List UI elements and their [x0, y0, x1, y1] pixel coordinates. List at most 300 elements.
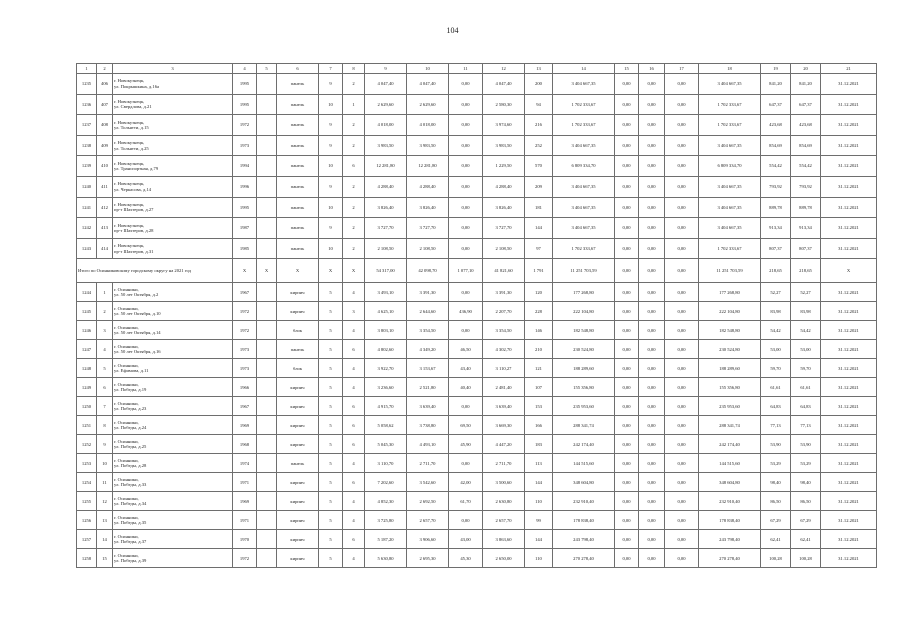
cell-col-11: 0,00 — [449, 156, 483, 177]
cell-col-20: 423,68 — [791, 115, 821, 136]
cell-col-17: 0,00 — [665, 74, 699, 95]
cell-col-20: 841,20 — [791, 74, 821, 95]
cell-col-15: 0,00 — [615, 135, 639, 156]
item-number-cell: 414 — [97, 238, 113, 259]
cell-col-14: 1 702 333,67 — [553, 238, 615, 259]
cell-col-5 — [257, 473, 277, 492]
address-cell — [113, 340, 233, 359]
cell-col-7: 9 — [319, 218, 343, 239]
cell-col-19: 86,50 — [761, 492, 791, 511]
row-number-cell: 1237 — [77, 115, 97, 136]
cell-col-17: 0,00 — [665, 218, 699, 239]
address-cell — [113, 283, 233, 302]
cell-col-7: 5 — [319, 454, 343, 473]
cell-col-7: 5 — [319, 359, 343, 378]
total-cell-col-16: 0,00 — [639, 259, 665, 283]
cell-col-9: 3 110,70 — [365, 454, 407, 473]
cell-col-4: 1994 — [233, 156, 257, 177]
cell-col-5 — [257, 340, 277, 359]
column-number-header: 1 — [77, 64, 97, 74]
cell-col-20: 61,61 — [791, 378, 821, 397]
cell-col-18: 177 268,80 — [699, 283, 761, 302]
cell-col-21: 31.12.2021 — [821, 238, 877, 259]
cell-col-16: 0,00 — [639, 74, 665, 95]
cell-col-9: 3 922,70 — [365, 359, 407, 378]
total-cell-col-9: 54 317,00 — [365, 259, 407, 283]
cell-col-18: 3 404 667,35 — [699, 74, 761, 95]
cell-col-4: 1972 — [233, 302, 257, 321]
cell-col-11: 42,00 — [449, 473, 483, 492]
cell-col-10: 3 153,67 — [407, 359, 449, 378]
cell-col-19: 53,00 — [761, 340, 791, 359]
cell-col-15: 0,00 — [615, 302, 639, 321]
cell-col-15: 0,00 — [615, 74, 639, 95]
cell-col-7: 9 — [319, 135, 343, 156]
address-street: ул. Победы, д.34 — [114, 501, 147, 507]
cell-col-21: 31.12.2021 — [821, 549, 877, 568]
cell-col-8: 6 — [343, 156, 365, 177]
cell-col-21: 31.12.2021 — [821, 416, 877, 435]
cell-col-20: 100,28 — [791, 549, 821, 568]
cell-col-15: 0,00 — [615, 340, 639, 359]
item-number-cell: 6 — [97, 378, 113, 397]
cell-col-12: 3 863,60 — [483, 530, 525, 549]
cell-col-10: 3 391,30 — [407, 283, 449, 302]
cell-col-10: 3 542,60 — [407, 473, 449, 492]
cell-col-16: 0,00 — [639, 135, 665, 156]
cell-col-13: 144 — [525, 530, 553, 549]
cell-col-9: 5 187,20 — [365, 530, 407, 549]
item-number-cell: 411 — [97, 176, 113, 197]
column-number-header: 13 — [525, 64, 553, 74]
cell-col-15: 0,00 — [615, 416, 639, 435]
address-street: ул. Победы, д.19 — [114, 387, 147, 393]
cell-col-9: 3 493,10 — [365, 283, 407, 302]
table-row — [77, 454, 877, 473]
cell-col-20: 793,92 — [791, 176, 821, 197]
cell-col-16: 0,00 — [639, 197, 665, 218]
item-number-cell: 14 — [97, 530, 113, 549]
row-number-cell: 1245 — [77, 302, 97, 321]
table-row — [77, 340, 877, 359]
address-cell — [113, 473, 233, 492]
cell-col-8: 4 — [343, 511, 365, 530]
total-cell-col-14: 11 251 703,59 — [553, 259, 615, 283]
address-street: ул. 50 лет Октября, д.10 — [114, 311, 161, 317]
address-street: ул. Свердлова, д.21 — [114, 104, 152, 110]
table-row — [77, 218, 877, 239]
cell-col-16: 0,00 — [639, 454, 665, 473]
address-street: ул. Победы, д.24 — [114, 425, 147, 431]
column-number-header: 7 — [319, 64, 343, 74]
cell-col-7: 5 — [319, 435, 343, 454]
cell-col-14: 348 604,80 — [553, 473, 615, 492]
cell-col-19: 59,70 — [761, 359, 791, 378]
column-number-header: 2 — [97, 64, 113, 74]
address-street: ул. Победы, д.28 — [114, 463, 147, 469]
cell-col-16: 0,00 — [639, 359, 665, 378]
cell-col-4: 1996 — [233, 176, 257, 197]
cell-col-7: 5 — [319, 549, 343, 568]
cell-col-5 — [257, 135, 277, 156]
cell-col-18: 232 910,40 — [699, 492, 761, 511]
address-city: г. Осинники, — [114, 343, 139, 349]
cell-col-18: 1 702 333,67 — [699, 238, 761, 259]
cell-col-11: 0,00 — [449, 321, 483, 340]
address-city: г. Осинники, — [114, 362, 139, 368]
cell-col-21: 31.12.2021 — [821, 74, 877, 95]
cell-col-7: 10 — [319, 197, 343, 218]
cell-col-15: 0,00 — [615, 115, 639, 136]
address-cell — [113, 302, 233, 321]
address-city: г. Осинники, — [114, 419, 139, 425]
cell-col-6: кирпич — [277, 530, 319, 549]
cell-col-21: 31.12.2021 — [821, 135, 877, 156]
total-cell-col-8: X — [343, 259, 365, 283]
item-number-cell: 11 — [97, 473, 113, 492]
cell-col-5 — [257, 397, 277, 416]
cell-col-4: 1967 — [233, 283, 257, 302]
cell-col-18: 3 404 667,35 — [699, 135, 761, 156]
cell-col-5 — [257, 197, 277, 218]
column-number-header: 10 — [407, 64, 449, 74]
cell-col-20: 64,83 — [791, 397, 821, 416]
cell-col-7: 5 — [319, 416, 343, 435]
item-number-cell: 10 — [97, 454, 113, 473]
cell-col-13: 97 — [525, 238, 553, 259]
cell-col-18: 288 341,74 — [699, 416, 761, 435]
table-row — [77, 302, 877, 321]
cell-col-8: 2 — [343, 74, 365, 95]
cell-col-16: 0,00 — [639, 302, 665, 321]
row-number-cell: 1254 — [77, 473, 97, 492]
cell-col-5 — [257, 218, 277, 239]
cell-col-17: 0,00 — [665, 530, 699, 549]
cell-col-15: 0,00 — [615, 492, 639, 511]
cell-col-6: панель — [277, 218, 319, 239]
cell-col-21: 31.12.2021 — [821, 176, 877, 197]
cell-col-4: 1995 — [233, 197, 257, 218]
cell-col-15: 0,00 — [615, 549, 639, 568]
cell-col-16: 0,00 — [639, 549, 665, 568]
cell-col-19: 83,98 — [761, 302, 791, 321]
address-city: г. Осинники, — [114, 495, 139, 501]
cell-col-18: 155 356,80 — [699, 378, 761, 397]
item-number-cell: 12 — [97, 492, 113, 511]
row-number-cell: 1258 — [77, 549, 97, 568]
cell-col-13: 110 — [525, 549, 553, 568]
cell-col-15: 0,00 — [615, 321, 639, 340]
table-row — [77, 238, 877, 259]
table-row — [77, 74, 877, 95]
cell-col-12: 3 639,40 — [483, 397, 525, 416]
address-cell — [113, 549, 233, 568]
cell-col-5 — [257, 549, 277, 568]
cell-col-20: 67,29 — [791, 511, 821, 530]
table-row — [77, 511, 877, 530]
column-number-header: 5 — [257, 64, 277, 74]
total-cell-col-12: 41 821,60 — [483, 259, 525, 283]
cell-col-6: панель — [277, 176, 319, 197]
cell-col-6: панель — [277, 135, 319, 156]
cell-col-4: 1969 — [233, 416, 257, 435]
cell-col-9: 4 288,40 — [365, 176, 407, 197]
cell-col-12: 3 983,50 — [483, 135, 525, 156]
cell-col-13: 210 — [525, 340, 553, 359]
address-city: г. Новокузнецк, — [114, 98, 145, 104]
cell-col-7: 5 — [319, 397, 343, 416]
cell-col-14: 243 798,40 — [553, 530, 615, 549]
row-number-cell: 1250 — [77, 397, 97, 416]
column-number-header: 15 — [615, 64, 639, 74]
cell-col-15: 0,00 — [615, 359, 639, 378]
cell-col-10: 3 826,40 — [407, 197, 449, 218]
item-number-cell: 9 — [97, 435, 113, 454]
cell-col-11: 40,40 — [449, 378, 483, 397]
address-street: ул. Черкасова, д.14 — [114, 186, 152, 192]
cell-col-13: 121 — [525, 359, 553, 378]
address-cell — [113, 378, 233, 397]
cell-col-17: 0,00 — [665, 511, 699, 530]
address-cell — [113, 176, 233, 197]
cell-col-9: 12 281,80 — [365, 156, 407, 177]
cell-col-11: 0,00 — [449, 454, 483, 473]
cell-col-19: 61,61 — [761, 378, 791, 397]
cell-col-6: панель — [277, 94, 319, 115]
cell-col-8: 4 — [343, 454, 365, 473]
cell-col-19: 54,42 — [761, 321, 791, 340]
cell-col-14: 232 910,40 — [553, 492, 615, 511]
cell-col-6: панель — [277, 454, 319, 473]
row-number-cell: 1255 — [77, 492, 97, 511]
cell-col-18: 270 278,40 — [699, 549, 761, 568]
row-number-cell: 1240 — [77, 176, 97, 197]
cell-col-5 — [257, 511, 277, 530]
address-city: г. Новокузнецк, — [114, 243, 145, 249]
cell-col-17: 0,00 — [665, 454, 699, 473]
cell-col-7: 5 — [319, 283, 343, 302]
cell-col-4: 1995 — [233, 74, 257, 95]
row-number-cell: 1236 — [77, 94, 97, 115]
address-city: г. Осинники, — [114, 533, 139, 539]
item-number-cell: 412 — [97, 197, 113, 218]
cell-col-17: 0,00 — [665, 302, 699, 321]
cell-col-12: 3 974,60 — [483, 115, 525, 136]
cell-col-20: 86,50 — [791, 492, 821, 511]
cell-col-17: 0,00 — [665, 340, 699, 359]
cell-col-14: 144 515,60 — [553, 454, 615, 473]
cell-col-4: 1973 — [233, 359, 257, 378]
cell-col-15: 0,00 — [615, 435, 639, 454]
cell-col-7: 5 — [319, 511, 343, 530]
cell-col-4: 1966 — [233, 378, 257, 397]
cell-col-15: 0,00 — [615, 176, 639, 197]
total-cell-col-6: X — [277, 259, 319, 283]
cell-col-4: 1995 — [233, 94, 257, 115]
cell-col-18: 188 289,60 — [699, 359, 761, 378]
cell-col-18: 144 515,60 — [699, 454, 761, 473]
cell-col-9: 2 108,50 — [365, 238, 407, 259]
cell-col-20: 889,78 — [791, 197, 821, 218]
address-cell — [113, 397, 233, 416]
column-number-header: 14 — [553, 64, 615, 74]
address-street: ул. Победы, д.35 — [114, 520, 147, 526]
cell-col-21: 31.12.2021 — [821, 197, 877, 218]
cell-col-13: 107 — [525, 378, 553, 397]
cell-col-7: 9 — [319, 115, 343, 136]
cell-col-10: 2 629,60 — [407, 94, 449, 115]
cell-col-7: 9 — [319, 74, 343, 95]
cell-col-17: 0,00 — [665, 549, 699, 568]
total-cell-col-21: X — [821, 259, 877, 283]
cell-col-13: 153 — [525, 397, 553, 416]
address-street: ул. 50 лет Октября, д.16 — [114, 349, 161, 355]
row-number-cell: 1242 — [77, 218, 97, 239]
cell-col-6: кирпич — [277, 302, 319, 321]
cell-col-20: 913,34 — [791, 218, 821, 239]
cell-col-16: 0,00 — [639, 176, 665, 197]
item-number-cell: 410 — [97, 156, 113, 177]
cell-col-16: 0,00 — [639, 218, 665, 239]
cell-col-6: панель — [277, 197, 319, 218]
cell-col-8: 2 — [343, 238, 365, 259]
address-city: г. Новокузнецк, — [114, 140, 145, 146]
address-street: ул. Победы, д.33 — [114, 482, 147, 488]
row-number-cell: 1253 — [77, 454, 97, 473]
row-number-cell: 1246 — [77, 321, 97, 340]
cell-col-6: кирпич — [277, 492, 319, 511]
cell-col-18: 1 702 333,67 — [699, 115, 761, 136]
cell-col-17: 0,00 — [665, 473, 699, 492]
total-label: Итого по Осинниковскому городскому округу на 2021 год — [77, 259, 233, 283]
cell-col-11: 0,00 — [449, 176, 483, 197]
cell-col-9: 5 045,30 — [365, 435, 407, 454]
cell-col-13: 216 — [525, 115, 553, 136]
cell-col-9: 3 727,70 — [365, 218, 407, 239]
cell-col-10: 3 983,50 — [407, 135, 449, 156]
cell-col-4: 1968 — [233, 435, 257, 454]
cell-col-19: 554,42 — [761, 156, 791, 177]
cell-col-11: 0,00 — [449, 94, 483, 115]
cell-col-21: 31.12.2021 — [821, 397, 877, 416]
address-city: г. Новокузнецк, — [114, 160, 145, 166]
cell-col-10: 4 047,40 — [407, 74, 449, 95]
cell-col-21: 31.12.2021 — [821, 340, 877, 359]
cell-col-9: 3 725,80 — [365, 511, 407, 530]
total-cell-col-11: 1 077,10 — [449, 259, 483, 283]
page-number: 104 — [446, 26, 459, 35]
cell-col-13: 113 — [525, 454, 553, 473]
cell-col-4: 1970 — [233, 530, 257, 549]
cell-col-6: кирпич — [277, 378, 319, 397]
cell-col-8: 6 — [343, 530, 365, 549]
cell-col-20: 77,13 — [791, 416, 821, 435]
cell-col-19: 67,29 — [761, 511, 791, 530]
cell-col-8: 6 — [343, 416, 365, 435]
cell-col-21: 31.12.2021 — [821, 359, 877, 378]
cell-col-15: 0,00 — [615, 197, 639, 218]
cell-col-13: 144 — [525, 473, 553, 492]
cell-col-15: 0,00 — [615, 218, 639, 239]
cell-col-12: 3 391,30 — [483, 283, 525, 302]
total-cell-col-7: X — [319, 259, 343, 283]
cell-col-5 — [257, 359, 277, 378]
cell-col-5 — [257, 454, 277, 473]
total-cell-col-5: X — [257, 259, 277, 283]
column-number-header: 12 — [483, 64, 525, 74]
cell-col-12: 2 207,70 — [483, 302, 525, 321]
row-number-cell: 1249 — [77, 378, 97, 397]
cell-col-18: 6 809 334,70 — [699, 156, 761, 177]
cell-col-21: 31.12.2021 — [821, 302, 877, 321]
item-number-cell: 407 — [97, 94, 113, 115]
cell-col-18: 3 404 667,35 — [699, 197, 761, 218]
row-number-cell: 1251 — [77, 416, 97, 435]
address-cell — [113, 94, 233, 115]
cell-col-5 — [257, 378, 277, 397]
cell-col-5 — [257, 115, 277, 136]
cell-col-16: 0,00 — [639, 416, 665, 435]
cell-col-7: 5 — [319, 340, 343, 359]
cell-col-9: 4 047,40 — [365, 74, 407, 95]
address-street: ул. Победы, д.25 — [114, 444, 147, 450]
cell-col-15: 0,00 — [615, 283, 639, 302]
cell-col-12: 2 630,80 — [483, 492, 525, 511]
cell-col-8: 1 — [343, 94, 365, 115]
cell-col-15: 0,00 — [615, 454, 639, 473]
total-cell-col-19: 218,65 — [761, 259, 791, 283]
cell-col-14: 3 404 667,35 — [553, 218, 615, 239]
address-cell — [113, 359, 233, 378]
cell-col-10: 2 711,70 — [407, 454, 449, 473]
address-street: пр-т Шахтеров, д.31 — [114, 248, 154, 254]
address-city: г. Осинники, — [114, 381, 139, 387]
cell-col-5 — [257, 530, 277, 549]
cell-col-21: 31.12.2021 — [821, 530, 877, 549]
cell-col-4: 1973 — [233, 340, 257, 359]
cell-col-17: 0,00 — [665, 156, 699, 177]
cell-col-7: 10 — [319, 156, 343, 177]
cell-col-11: 0,00 — [449, 74, 483, 95]
cell-col-4: 1972 — [233, 321, 257, 340]
cell-col-17: 0,00 — [665, 94, 699, 115]
cell-col-17: 0,00 — [665, 197, 699, 218]
cell-col-4: 1967 — [233, 397, 257, 416]
cell-col-7: 10 — [319, 94, 343, 115]
total-cell-col-18: 11 251 703,59 — [699, 259, 761, 283]
address-city: г. Осинники, — [114, 324, 139, 330]
table-row — [77, 359, 877, 378]
address-city: г. Осинники, — [114, 438, 139, 444]
cell-col-19: 98,40 — [761, 473, 791, 492]
cell-col-14: 1 702 333,67 — [553, 115, 615, 136]
cell-col-16: 0,00 — [639, 435, 665, 454]
cell-col-13: 120 — [525, 283, 553, 302]
cell-col-6: блок — [277, 359, 319, 378]
table-row — [77, 378, 877, 397]
address-street: ул. Тольятти, д.25 — [114, 145, 149, 151]
cell-col-8: 2 — [343, 176, 365, 197]
cell-col-19: 647,37 — [761, 94, 791, 115]
cell-col-12: 2 580,30 — [483, 94, 525, 115]
cell-col-8: 6 — [343, 473, 365, 492]
address-city: г. Осинники, — [114, 457, 139, 463]
cell-col-20: 62,41 — [791, 530, 821, 549]
cell-col-15: 0,00 — [615, 473, 639, 492]
cell-col-8: 6 — [343, 397, 365, 416]
cell-col-19: 913,34 — [761, 218, 791, 239]
cell-col-10: 4 288,40 — [407, 176, 449, 197]
